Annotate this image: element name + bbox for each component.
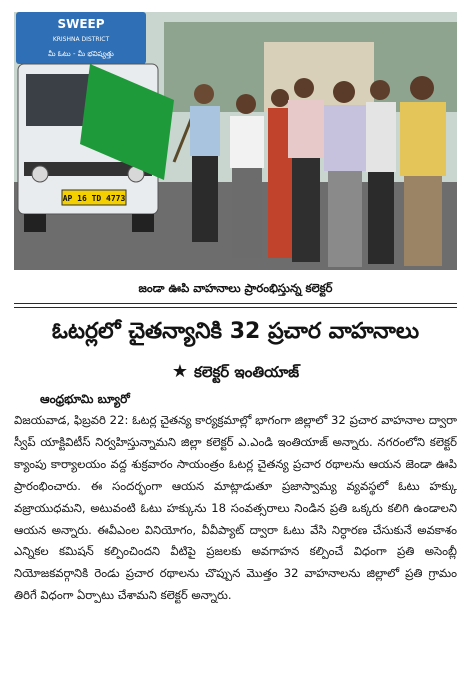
- person-4: [288, 78, 324, 262]
- person-2: [230, 94, 264, 258]
- person-5: [324, 81, 366, 267]
- vehicle-sign-district: KRISHNA DISTRICT: [52, 36, 110, 43]
- license-plate-text: AP 16 TD 4773: [62, 194, 126, 203]
- vehicle-sign-brand: SWEEP: [57, 17, 105, 31]
- star-icon: ★: [171, 361, 188, 382]
- person-1: [190, 84, 220, 242]
- vehicle-headlight-left: [32, 166, 48, 182]
- vehicle-wheel-left: [24, 214, 46, 232]
- vehicle-sign-slogan: మీ ఓటు - మీ భవిష్యత్తు: [48, 50, 114, 58]
- divider-top-double: [14, 307, 457, 308]
- vehicle-wheel-right: [132, 214, 154, 232]
- article-byline: ఆంధ్రభూమి బ్యూరో: [40, 392, 130, 406]
- article-body: విజయవాడ, ఫిబ్రవరి 22: ఓటర్ల చైతన్య కార్యక్రమాల్లో భాగంగా జిల్లాలో 32 ప్రచార వాహనాల ద్వారా స్వీప్ యాక్టివిటీస్ నిర్వహిస్తున్నామని జిల్లా కలెక్టర్ ఎ.ఎండి ఇంతియాజ్ అన్నారు. నగరంలోని కలెక్టర్ క్యాంపు కార్యాలయం వద్ద శుక్రవారం సాయంత్రం ఓటర్ల చైతన్య ప్రచార రథాలను ఆయన జెండా ఊపి ప్రారంభించారు. ఈ సందర్భంగా ఆయన మాట్లాడుతూ ప్రజాస్వామ్య వ్యవస్థలో ఓటు హక్కు వజ్రాయుధమని, అటువంటి ఓటు హక్కును 18 సంవత్సరాలు నిండిన ప్రతి ఒక్కరు కలిగి ఉండాలని ఆయన అన్నారు. ఈవీఎంల వినియోగం, వీవీప్యాట్ ద్వారా ఓటు వేసి నిర్ధారణ చేసుకునే అవకాశం ఎన్నికల కమిషన్ కల్పించిందని వీటిపై ప్రజలకు అవగాహన కల్పించే విధంగా ప్రతి అసెంబ్లీ నియోజకవర్గానికి రెండు ప్రచార రథాలను చొప్పున మొత్తం 32 వాహనాలను జిల్లాలో ప్రతి గ్రామం తిరిగే విధంగా ఏర్పాటు చేశామని కలెక్టర్ అన్నారు.: [14, 413, 457, 603]
- article-headline: ఓటర్లలో చైతన్యానికి 32 ప్రచార వాహనాలు: [51, 319, 420, 344]
- person-6: [366, 80, 396, 264]
- photo-caption: జండా ఊపి వాహనాలు ప్రారంభిస్తున్న కలెక్టర్: [138, 281, 333, 295]
- subhead-text: కలెక్టర్ ఇంతియాజ్: [193, 363, 300, 381]
- news-photo: [14, 12, 457, 270]
- article-subhead: [14, 358, 457, 386]
- photo-scene: [14, 12, 457, 270]
- person-7: [400, 76, 446, 266]
- divider-top: [14, 303, 457, 304]
